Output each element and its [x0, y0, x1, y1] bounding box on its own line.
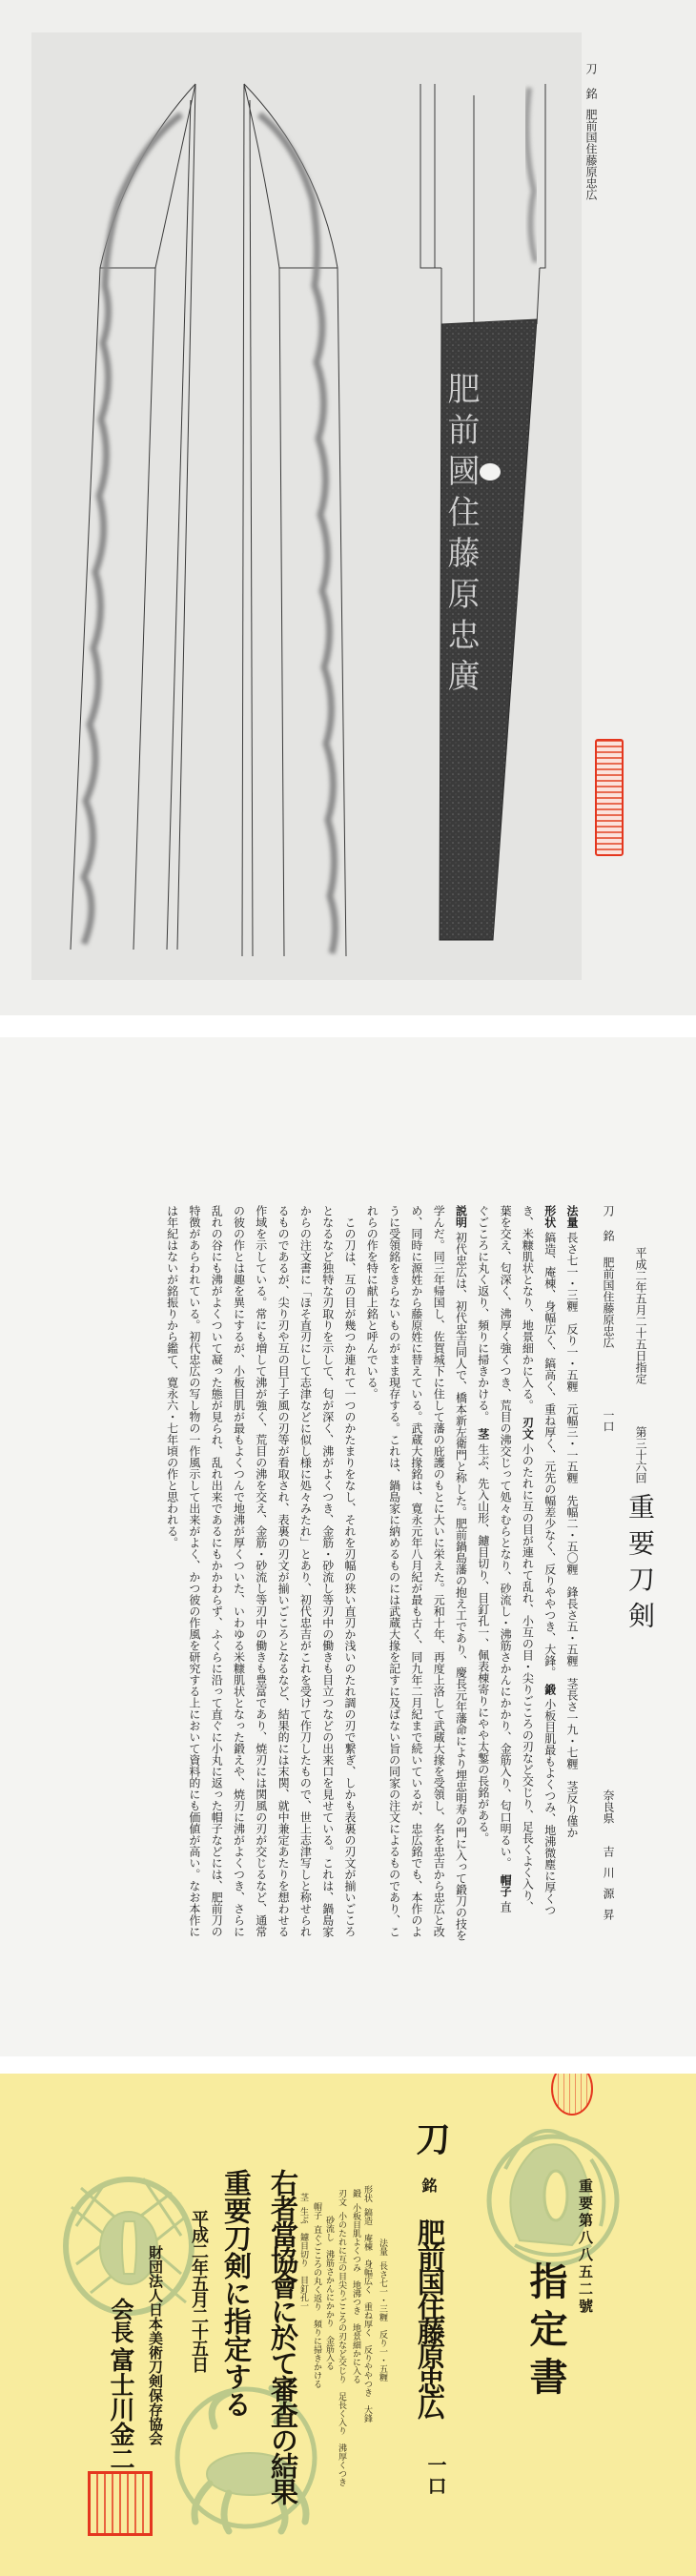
item-mei-label: 銘 — [602, 1230, 615, 1241]
body-text: き、米糠肌状となり、地景細かに入る。 — [521, 1205, 535, 1417]
cert-detail-label: 形状 — [362, 2185, 372, 2202]
description-column — [256, 1205, 267, 1939]
cert-statement-designation: 重要刀剣に指定する — [220, 2169, 253, 2418]
blade-ura — [242, 84, 346, 956]
body-text: 小板目肌最もよくつみ、地沸微塵に厚くつ — [542, 1694, 557, 1916]
designation-date: 平成二年五月二十五日指定 — [634, 1247, 647, 1384]
owner-prefecture: 奈良県 — [602, 1789, 615, 1824]
cert-detail-row — [337, 2189, 345, 2486]
cert-detail-label: 法量 — [378, 2239, 387, 2256]
cert-mei-label: 銘 — [420, 2177, 438, 2193]
red-seal-stamp — [595, 739, 624, 856]
body-text: れらの作を特に献上銘と呼んでいる。 — [365, 1205, 379, 1400]
association-seal — [88, 2471, 153, 2536]
owner-name: 吉川源昇 — [602, 1846, 615, 1930]
body-text: め、同時に源姓から藤原姓に替えている。武蔵大掾銘は、寛永元年八月紀が最も古く、同九年二月紀まで続いているが、忠広銘でも、本作のよ — [409, 1205, 423, 1937]
description-column — [433, 1205, 444, 1939]
description-column — [299, 1205, 311, 1939]
nakago-inscription: 肥前國住藤原忠廣 — [441, 372, 480, 700]
cert-detail-row — [324, 2210, 333, 2370]
body-text: 作域を示している。常にも増して沸が強く、荒目の沸を交え、金筋・砂流し等刃中の働きも豊富であり、焼刃には関風の刃が交じるなど、通常 — [254, 1205, 268, 1937]
cert-detail-text: 小板目肌よくつみ 地沸つき 地景細かに入る — [351, 2203, 360, 2383]
certificate-number: 重要第八八五二號 — [577, 2178, 594, 2316]
cert-detail-row — [312, 2202, 320, 2388]
cert-president-title: 会長 — [107, 2298, 134, 2343]
body-text: 長さ七一・三糎 反り一・五糎 元幅三・一五糎 先幅二・五〇糎 鋒長さ五・五糎 茎長さ一九・七糎 茎反り僅か — [565, 1228, 579, 1838]
cert-detail-label: 鍛 — [351, 2189, 360, 2198]
cert-detail-row — [362, 2185, 371, 2423]
cert-detail-text: 鎬造 庵棟 身幅広く 重ね厚く 反りややつき 大鋒 — [362, 2208, 372, 2423]
lattice-tsuba-emblem — [66, 2178, 192, 2313]
cert-item-type: 刀 — [411, 2121, 451, 2156]
description-column — [211, 1205, 222, 1939]
caption-column — [585, 63, 597, 200]
cert-detail-label: 帽子 — [312, 2202, 321, 2219]
description-column — [277, 1205, 289, 1939]
cert-detail-label: 刃文 — [337, 2189, 346, 2206]
caption-mei-label: 銘 — [584, 88, 598, 99]
body-text: 直 — [499, 1897, 513, 1912]
description-column — [500, 1205, 511, 1939]
body-text: るものであるが、尖り刃や互の目丁子風の刃等が看取され、表裏の刃文が揃いごころとなるなど、結果的には末関、就中兼定あたりを想わせる — [276, 1205, 291, 1937]
description-column — [366, 1205, 378, 1939]
section-label: 刃文 — [521, 1417, 535, 1440]
cert-detail-row — [378, 2239, 386, 2382]
body-text: 鎬造、庵棟、身幅広く、鎬高く、重ね厚く、元先の幅差少なく、反りややつき、大鋒。 — [542, 1228, 557, 1684]
cert-detail-row — [351, 2189, 359, 2383]
cert-detail-row — [298, 2193, 307, 2310]
cert-detail-text: 生ぶ 鑢目切り 目釘孔一 — [298, 2207, 308, 2310]
session-number: 第三十六回 — [634, 1426, 647, 1483]
description-column — [389, 1205, 400, 1939]
cert-date: 平成二年五月二十五日 — [189, 2210, 209, 2372]
description-column — [167, 1205, 178, 1939]
body-text: 葉を交え、匂深く、沸厚く強くつき、荒目の沸交じって処々むらとなり、砂流し・沸筋さかんにかかり、金筋入り、匂口明るい。 — [499, 1205, 513, 1874]
section-label: 説明 — [454, 1205, 468, 1228]
body-text: 生ぶ、先入山形、鑢目切り、目釘孔一、佩表棟寄りにやや太鏨の長銘がある。 — [476, 1440, 490, 1844]
description-column — [544, 1205, 556, 1939]
section-label: 形状 — [542, 1205, 557, 1228]
item-mei: 肥前国住藤原忠広 — [602, 1257, 615, 1348]
description-column — [566, 1205, 578, 1939]
certificate-paper — [0, 2074, 696, 2576]
cert-detail-text: 直ぐごころの丸く返り 頻りに掃きかける — [312, 2225, 321, 2388]
description-column — [456, 1205, 467, 1939]
crane-tsuba-emblem — [489, 2131, 617, 2264]
cert-mei: 肥前国住藤原忠広 — [414, 2218, 446, 2417]
description-column — [322, 1205, 334, 1939]
description-column — [522, 1205, 533, 1939]
body-text: からの注文書に「ほそ直刃にして志津などに似し様に処々みたれ」とあり、初代忠吉がこれを受けて作刀したもので、世上志津写しと称せられ — [298, 1205, 313, 1937]
mekugi-hole — [480, 463, 501, 480]
caption-mei: 肥前国住藤原忠広 — [584, 109, 598, 200]
oshigata-page — [0, 0, 696, 1015]
section-label: 鍛 — [542, 1683, 557, 1695]
cert-detail-text: 小のたれに互の目尖りごころの刃など交じり 足長く入り 沸厚くつき — [337, 2212, 346, 2486]
body-text: この刀は、互の目が幾つか連れて一つのかたまりをなし、それを刃幅の狭い直刃か浅いのたれ調の刃で繋ぎ、しかも表裏の刃文が揃いごころ — [343, 1205, 357, 1937]
description-column — [189, 1205, 200, 1939]
description-column — [411, 1205, 422, 1939]
body-text: うに受領銘をきらないものがまま現存する。これは、鍋島家に納めるものには武蔵大掾を記すに及ばない旨の同家の注文によるものであり、こ — [387, 1205, 401, 1937]
item-count: 一口 — [602, 1409, 615, 1432]
cert-statement-result: 右者當協會に於て審査の結果 — [267, 2169, 299, 2504]
body-text: 学んだ。同三年帰国し、佐賀城下に住して藩の庇護のもとに大いに栄えた。元和十年、再度上洛して武蔵大掾を受領し、名を忠吉から忠広と改 — [432, 1205, 446, 1937]
cert-detail-text: 長さ七一・三糎 反り一・五糎 — [378, 2261, 387, 2382]
body-text: 乱れの谷にも沸がよくついて凝った態が見られ、乱れ出来であるにもかかわらず、ふくらに沿って直ぐに小丸に返った帽子などには、肥前刀の — [210, 1205, 224, 1937]
section-label: 帽子 — [499, 1874, 513, 1897]
cert-president-name: 富士川金二 — [106, 2347, 134, 2471]
cert-issuer: 財団法人日本美術刀剣保存協会 — [147, 2245, 164, 2445]
description-column — [234, 1205, 245, 1939]
description-column — [478, 1205, 489, 1939]
body-text: は年紀はないが銘振りから鑑て、寛永六・七年頃の作と思われる。 — [165, 1205, 179, 1548]
body-text: 初代忠広は、初代忠吉同人で、橋本新左衛門と称した。肥前鍋島藩の抱え工であり、慶長元年藩命により埋忠明寿の門に入って鍛刀の技を — [454, 1228, 468, 1941]
cert-item-count: 一口 — [424, 2455, 447, 2497]
certificate-title: 指定書 — [523, 2261, 568, 2404]
body-text: 小のたれに互の目が連れて乱れ、小互の目・尖りごころの刃など交じり、足長くよく入り、 — [521, 1440, 535, 1912]
blade-omote — [71, 84, 195, 950]
section-label: 法量 — [565, 1205, 579, 1228]
cert-detail-label: 茎 — [298, 2193, 308, 2201]
body-text: ぐごころに丸く返り、頻りに掃きかける。 — [476, 1205, 490, 1428]
body-text: となるなど独特な刃取りを示して、匂が深く、沸がよくつき、金筋・砂流し等刃中の働きも目立つなどの出来口を見せている。これは、鍋島家 — [320, 1205, 335, 1937]
nakago-tang — [420, 84, 545, 940]
section-label: 茎 — [476, 1428, 490, 1440]
item-type: 刀 — [602, 1205, 615, 1216]
caption-type: 刀 — [584, 63, 598, 74]
page-title: 重要刀剣 — [624, 1493, 656, 1638]
body-text: 特徴があらわれている。初代忠広の写し物の一作風示して出来がよく、かつ彼の作風を研究する上において資料的にも価値が高い。なお本作に — [187, 1205, 201, 1937]
cert-detail-text: 砂流し 沸筋さかんにかかり 金筋入る — [324, 2216, 334, 2370]
description-column — [344, 1205, 356, 1939]
body-text: の彼の作とは趣を異にするが、小板目肌が最もよくつんで地沸が厚くついた、いわゆる米糠肌状となった鍛えや、焼刃に沸がよくつき、さらに — [232, 1205, 246, 1937]
